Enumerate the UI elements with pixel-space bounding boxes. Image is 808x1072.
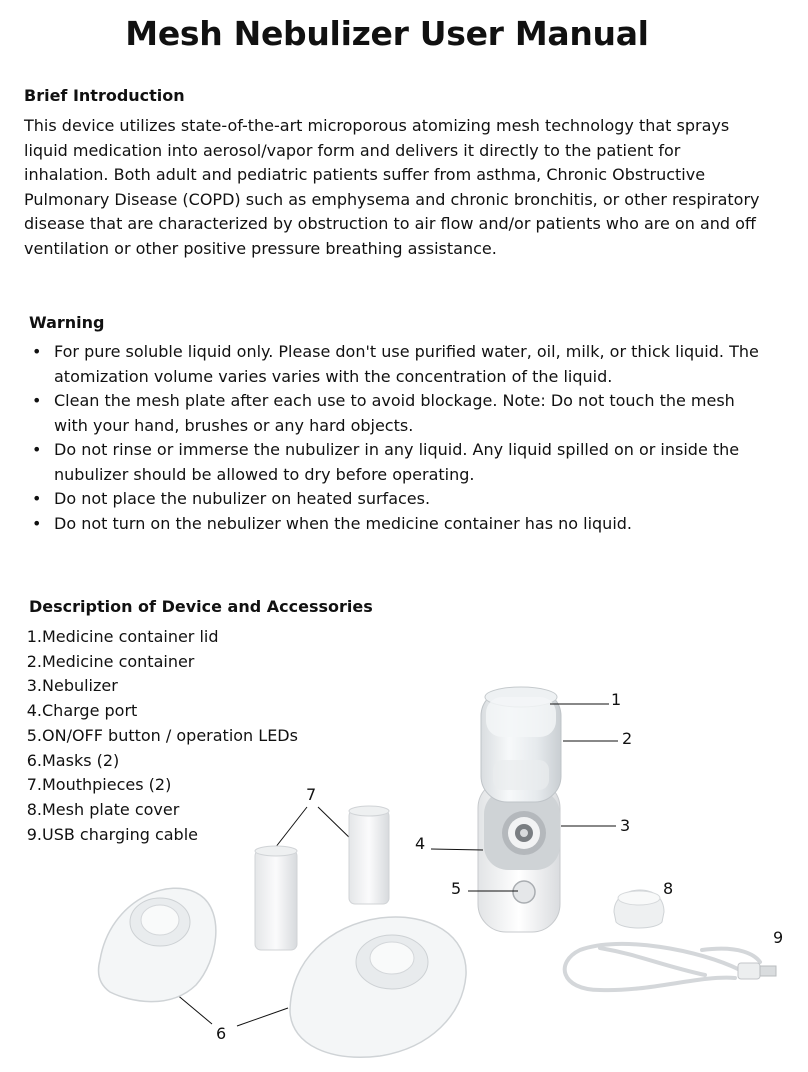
parts-list-label: Masks (2) — [42, 750, 120, 770]
mesh-cover-icon — [614, 890, 664, 928]
mouthpiece-icon — [255, 846, 297, 950]
callout-label-3: 3 — [620, 816, 631, 835]
parts-list-number: 2. — [26, 651, 42, 671]
parts-list-number: 1. — [26, 627, 42, 646]
callout-label-9: 9 — [773, 928, 784, 947]
nebulizer-device — [478, 687, 561, 932]
parts-list-label: Mouthpieces (2) — [42, 775, 172, 795]
page-title: Mesh Nebulizer User Manual — [125, 14, 649, 53]
parts-list-number: 5. — [26, 725, 42, 745]
warning-heading: Warning — [29, 313, 105, 332]
usb-plug-icon — [738, 963, 776, 979]
parts-list-number: 7. — [26, 775, 42, 795]
parts-list-label: Nebulizer — [42, 676, 118, 696]
callout-label-4: 4 — [415, 834, 426, 853]
intro-heading: Brief Introduction — [24, 86, 185, 105]
warning-item: • For pure soluble liquid only. Please don't use purified water, oil, milk, or thick liquid. The atomization volume varies varies with the concentration of the liquid. — [30, 340, 770, 389]
warning-item: • Do not rinse or immerse the nubulizer in any liquid. Any liquid spilled on or inside the nubulizer should be allowed to dry before operating. — [30, 438, 770, 487]
mask-large-icon — [290, 917, 466, 1057]
intro-paragraph: This device utilizes state-of-the-art microporous atomizing mesh technology that sprays liquid medication into aerosol/vapor form and delivers it directly to the patient for inhalation. Both adult and pediatric patients suffer from asthma, Chronic Obstructive Pulmonary Disease (COPD) such as emphysema and chronic bronchitis, or other respiratory disease that are characterized by obstruction to air flow and/or patients who are on and off ventilation or other positive pressure breathing assistance. — [24, 116, 760, 258]
callout-label-5: 5 — [451, 879, 462, 898]
warning-item: • Do not place the nubulizer on heated surfaces. — [30, 487, 770, 512]
usb-cable-icon — [565, 944, 760, 990]
parts-list-number: 6. — [26, 750, 42, 770]
parts-list-number: 4. — [26, 701, 42, 721]
parts-list-label: Mesh plate cover — [42, 799, 180, 819]
parts-list-label: Medicine container lid — [42, 627, 219, 646]
mask-small-icon — [98, 888, 215, 1001]
warning-item: • Do not turn on the nebulizer when the medicine container has no liquid. — [30, 512, 770, 537]
callout-label-8: 8 — [663, 879, 674, 898]
mouthpiece-icon — [349, 806, 389, 904]
callout-label-2: 2 — [622, 729, 633, 748]
nebulizer-mesh-window — [502, 811, 546, 855]
callout-label-1: 1 — [611, 690, 622, 709]
warning-item: • Clean the mesh plate after each use to avoid blockage. Note: Do not touch the mesh with your hand, brushes or any hard objects. — [30, 389, 770, 438]
callout-label-7: 7 — [306, 785, 317, 804]
parts-list-label: Charge port — [42, 701, 138, 721]
parts-list-label: Medicine container — [42, 651, 195, 671]
parts-list-number: 8. — [26, 799, 42, 819]
power-button — [513, 881, 535, 903]
description-heading: Description of Device and Accessories — [29, 597, 373, 616]
parts-list-label: ON/OFF button / operation LEDs — [42, 725, 298, 745]
parts-list-label: USB charging cable — [42, 824, 198, 844]
parts-list-number: 9. — [26, 824, 42, 844]
parts-list-number: 3. — [26, 676, 42, 696]
callout-label-6: 6 — [216, 1024, 227, 1043]
